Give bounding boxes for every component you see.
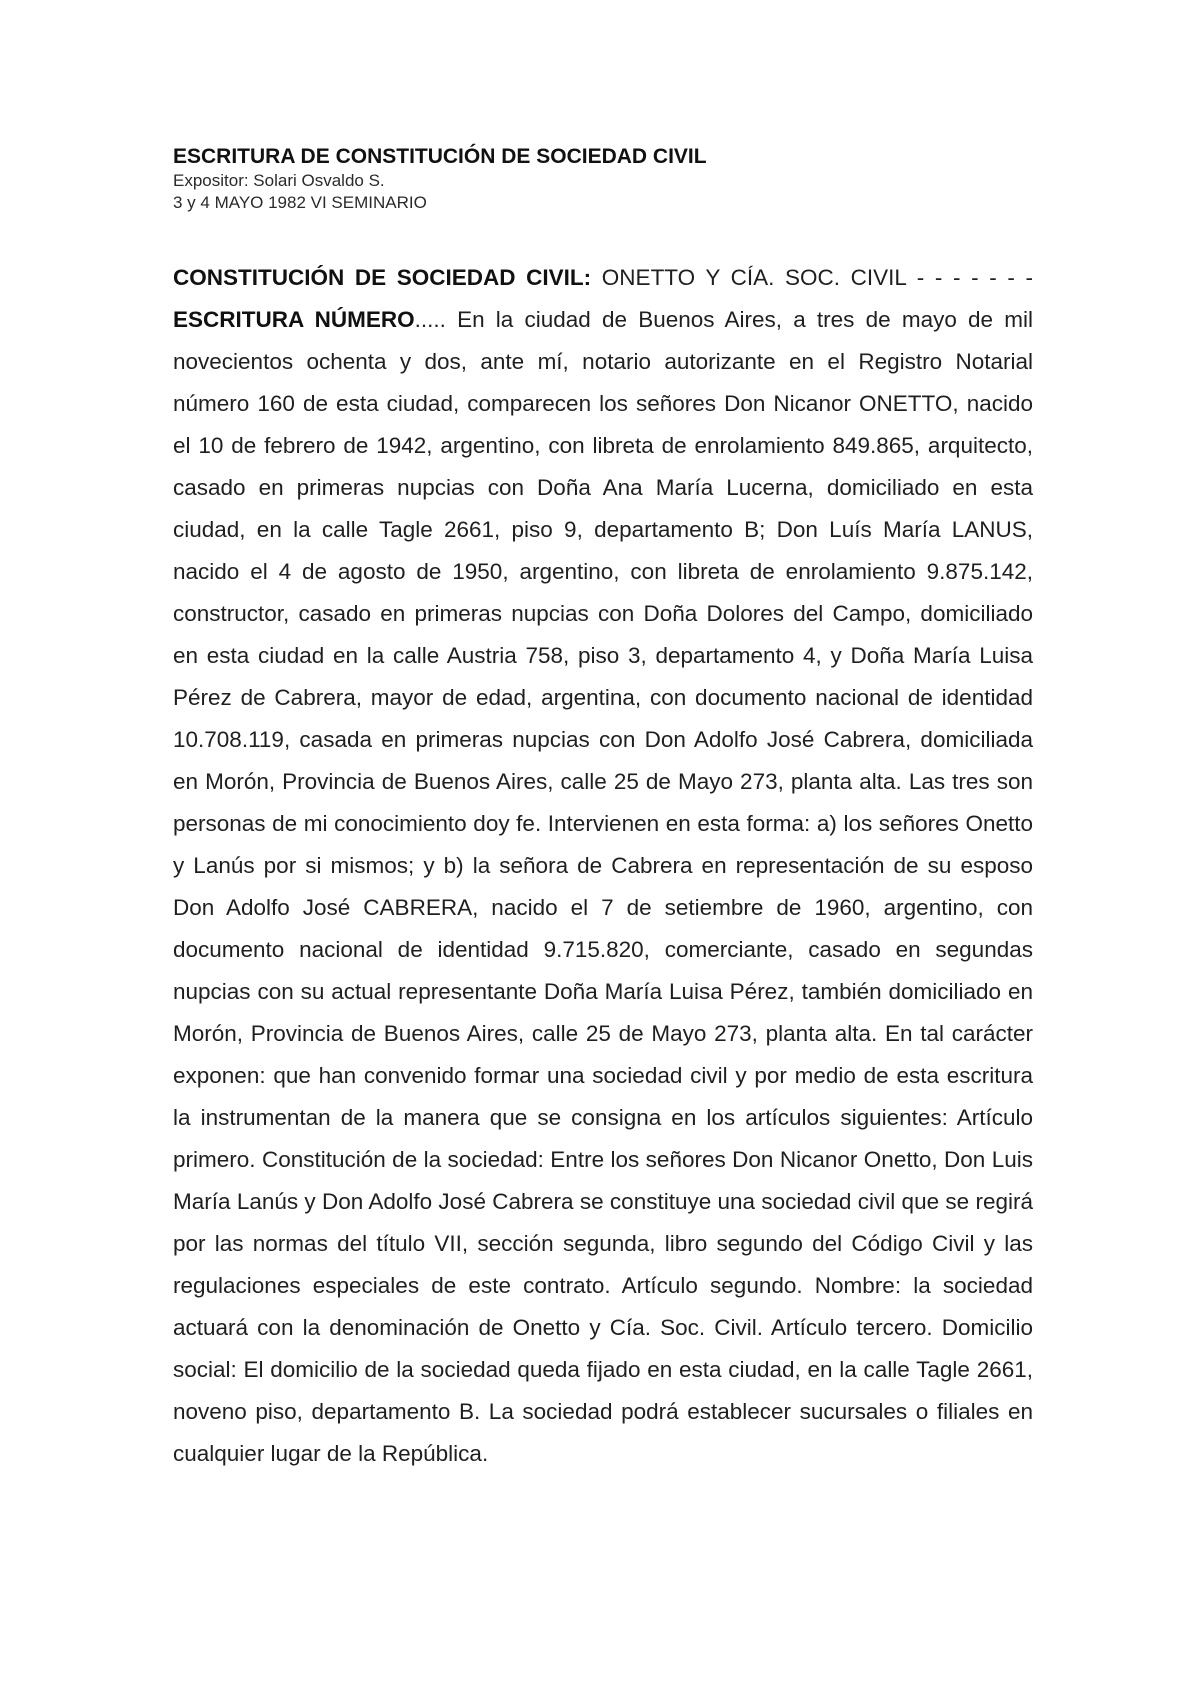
body-paragraph: ..... En la ciudad de Buenos Aires, a tres de mayo de mil novecientos ochenta y dos, ante mí, notario autorizante en el Registro Notarial número 160 de esta ciudad, comparecen los señores Don Nicanor ONETTO, nacido el 10 de febrero de 1942, argentino, con libreta de enrolamiento 849.865, arquitecto, casado en primeras nupcias con Doña Ana María Lucerna, domiciliado en esta ciudad, en la calle Tagle 2661, piso 9, departamento B; Don Luís María LANUS, nacido el 4 de agosto de 1950, argentino, con libreta de enrolamiento 9.875.142, constructor, casado en primeras nupcias con Doña Dolores del Campo, domiciliado en esta ciudad en la calle Austria 758, piso 3, departamento 4, y Doña María Luisa Pérez de Cabrera, mayor de edad, argentina, con documento nacional de identidad 10.708.119, casada en primeras nupcias con Don Adolfo José Cabrera, domiciliada en Morón, Provincia de Buenos Aires, calle 25 de Mayo 273, planta alta. Las tres son personas de mi conocimiento doy fe. Intervienen en esta forma: a) los señores Onetto y Lanús por si mismos; y b) la señora de Cabrera en representación de su esposo Don Adolfo José CABRERA, nacido el 7 de setiembre de 1960, argentino, con documento nacional de identidad 9.715.820, comerciante, casado en segundas nupcias con su actual representante Doña María Luisa Pérez, también domiciliado en Morón, Provincia de Buenos Aires, calle 25 de Mayo 273, planta alta. En tal carácter exponen: que han convenido formar una sociedad civil y por medio de esta escritura la instrumentan de la manera que se consigna en los artículos siguientes: Artículo primero. Constitución de la sociedad: Entre los señores Don Nicanor Onetto, Don Luis María Lanús y Don Adolfo José Cabrera se constituye una sociedad civil que se regirá por las normas del título VII, sección segunda, libro segundo del Código Civil y las regulaciones especiales de este contrato. Artículo segundo. Nombre: la sociedad actuará con la denominación de Onetto y Cía. Soc. Civil. Artículo tercero. Domicilio social: El domicilio de la sociedad queda fijado en esta ciudad, en la calle Tagle 2661, noveno piso, departamento B. La sociedad podrá establecer sucursales o filiales en cualquier lugar de la República. [173,307,1033,1466]
seminar-line: 3 y 4 MAYO 1982 VI SEMINARIO [173,193,427,212]
document-body [173,257,1033,1475]
heading-value: ONETTO Y CÍA. SOC. CIVIL - - - - - - - [591,265,1033,290]
heading-label: CONSTITUCIÓN DE SOCIEDAD CIVIL: [173,265,592,290]
expositor-line: Expositor: Solari Osvaldo S. [173,171,385,190]
document-title: ESCRITURA DE CONSTITUCIÓN DE SOCIEDAD CIVIL [173,145,707,168]
escritura-label: ESCRITURA NÚMERO [173,307,415,332]
document-header [173,144,1033,214]
